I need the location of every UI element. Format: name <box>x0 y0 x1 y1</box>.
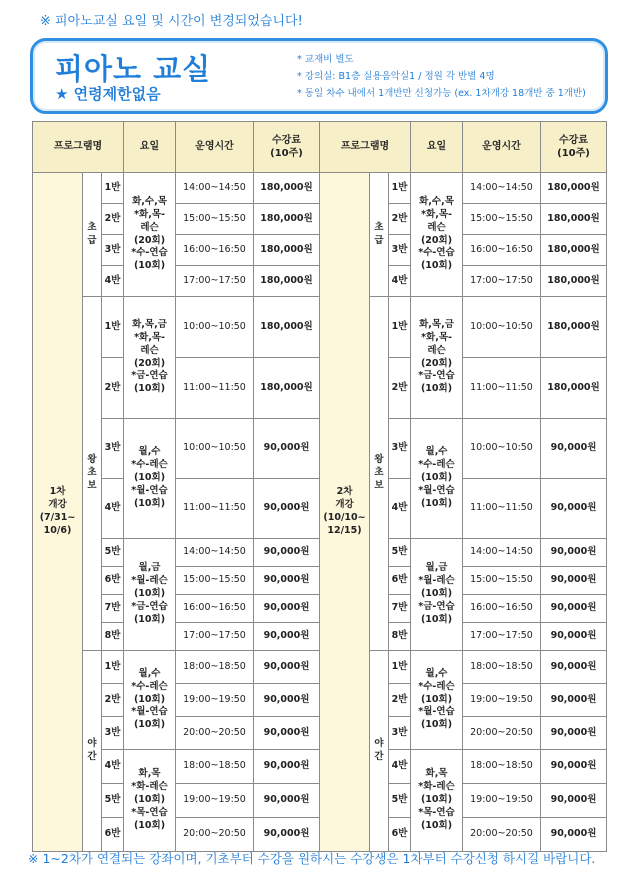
phase-label <box>33 173 83 852</box>
class-number: 2반 <box>102 358 124 419</box>
text-line: (20회) <box>420 234 453 246</box>
class-time: 18:00~18:50 <box>176 750 254 784</box>
level-label: 야 간 <box>370 651 389 852</box>
class-number: 1반 <box>102 651 124 684</box>
class-number: 5반 <box>102 784 124 818</box>
class-time: 19:00~19:50 <box>176 784 254 818</box>
class-number: 4반 <box>102 479 124 539</box>
info-item: * 교재비 별도 <box>297 54 354 65</box>
info-item: * 강의실: B1층 실용음악실1 / 정원 각 반별 4명 <box>297 71 495 82</box>
text-line: *금-연습 <box>131 600 168 612</box>
text-line: 12/15) <box>327 524 362 536</box>
phase-label <box>320 173 370 852</box>
page-title: 피아노 교실 <box>55 52 212 86</box>
class-fee: 180,000원 <box>541 173 607 204</box>
class-time: 11:00~11:50 <box>176 479 254 539</box>
class-fee: 90,000원 <box>254 818 320 852</box>
class-time: 15:00~15:50 <box>176 204 254 235</box>
header-fee: 수강료 (10주) <box>541 122 607 173</box>
bottom-notice: ※ 1~2차가 연결되는 강좌이며, 기초부터 수강을 원하시는 수강생은 1차부터 수강신청 하시길 바랍니다. <box>28 851 596 866</box>
text-line: (7/31~ <box>39 512 76 523</box>
class-number: 6반 <box>389 567 411 595</box>
text-line: *월-연습 <box>131 706 168 718</box>
text-line: 레슨 <box>140 344 159 356</box>
class-time: 18:00~18:50 <box>463 750 541 784</box>
class-number: 4반 <box>389 750 411 784</box>
class-number: 8반 <box>102 623 124 651</box>
text-line: (10회) <box>133 613 166 625</box>
class-time: 14:00~14:50 <box>463 173 541 204</box>
day-schedule <box>124 539 176 651</box>
class-time: 16:00~16:50 <box>176 235 254 266</box>
text-line: *화,목- <box>421 331 452 343</box>
class-time: 19:00~19:50 <box>463 684 541 717</box>
text-line: *수-레슨 <box>418 680 455 692</box>
text-line: *금-연습 <box>418 600 455 612</box>
day-schedule <box>124 651 176 750</box>
header-time: 운영시간 <box>463 122 541 173</box>
text-line: 월,금 <box>425 562 448 574</box>
class-time: 16:00~16:50 <box>463 595 541 623</box>
day-schedule <box>124 750 176 852</box>
text-line: (10회) <box>133 497 166 509</box>
day-schedule <box>124 297 176 419</box>
level-label: 초 급 <box>370 173 389 297</box>
text-line: 10/6) <box>43 524 72 536</box>
class-time: 17:00~17:50 <box>463 266 541 297</box>
class-number: 7반 <box>389 595 411 623</box>
class-time: 17:00~17:50 <box>176 266 254 297</box>
class-time: 16:00~16:50 <box>176 595 254 623</box>
text-line: (20회) <box>133 357 166 369</box>
text-line: (10회) <box>420 588 453 600</box>
class-number: 3반 <box>389 717 411 750</box>
text-line: *화-레슨 <box>418 781 455 793</box>
class-number: 5반 <box>102 539 124 567</box>
class-fee: 90,000원 <box>541 567 607 595</box>
text-line: (10회) <box>133 693 166 705</box>
day-schedule <box>411 651 463 750</box>
day-schedule <box>124 419 176 539</box>
class-fee: 180,000원 <box>254 204 320 235</box>
class-number: 1반 <box>389 173 411 204</box>
class-fee: 90,000원 <box>254 717 320 750</box>
class-number: 2반 <box>102 684 124 717</box>
class-fee: 180,000원 <box>254 266 320 297</box>
class-number: 3반 <box>102 717 124 750</box>
text-line: 화,수,목 <box>132 196 167 208</box>
class-time: 18:00~18:50 <box>176 651 254 684</box>
class-number: 1반 <box>389 297 411 358</box>
class-fee: 90,000원 <box>254 595 320 623</box>
class-number: 2반 <box>389 684 411 717</box>
text-line: *수-레슨 <box>131 680 168 692</box>
text-line: 월,수 <box>425 667 448 679</box>
text-line: (10회) <box>420 497 453 509</box>
text-line: (20회) <box>133 234 166 246</box>
phase-label-text <box>320 486 369 537</box>
level-label: 왕 초 보 <box>370 297 389 651</box>
class-number: 6반 <box>389 818 411 852</box>
class-time: 20:00~20:50 <box>176 818 254 852</box>
class-number: 5반 <box>389 539 411 567</box>
text-line: *월-연습 <box>418 706 455 718</box>
class-fee: 180,000원 <box>541 235 607 266</box>
text-line: 화,목,금 <box>132 319 167 331</box>
info-item: * 동일 차수 내에서 1개반만 신청가능 (ex. 1차개강 18개반 중 1개반) <box>297 88 586 99</box>
text-line: 화,목,금 <box>419 319 454 331</box>
class-fee: 90,000원 <box>541 818 607 852</box>
header-program: 프로그램명 <box>320 122 411 173</box>
class-time: 15:00~15:50 <box>463 204 541 235</box>
class-time: 20:00~20:50 <box>463 818 541 852</box>
class-fee: 180,000원 <box>541 266 607 297</box>
class-number: 3반 <box>389 235 411 266</box>
class-fee: 90,000원 <box>254 651 320 684</box>
class-fee: 180,000원 <box>541 204 607 235</box>
text-line: 월,수 <box>138 667 161 679</box>
class-fee: 90,000원 <box>541 750 607 784</box>
text-line: *화,목- <box>134 208 165 220</box>
text-line: (10회) <box>133 472 166 484</box>
class-fee: 180,000원 <box>254 173 320 204</box>
day-schedule <box>124 173 176 297</box>
class-fee: 90,000원 <box>541 479 607 539</box>
text-line: 레슨 <box>427 344 446 356</box>
text-line: (10회) <box>420 719 453 731</box>
class-time: 16:00~16:50 <box>463 235 541 266</box>
class-time: 11:00~11:50 <box>463 358 541 419</box>
class-time: 10:00~10:50 <box>463 419 541 479</box>
schedule-table <box>32 121 607 852</box>
class-time: 10:00~10:50 <box>176 297 254 358</box>
class-fee: 90,000원 <box>541 651 607 684</box>
text-line: (10회) <box>133 383 166 395</box>
class-number: 3반 <box>389 419 411 479</box>
text-line: 개강 <box>335 499 354 511</box>
class-number: 1반 <box>389 651 411 684</box>
text-line: *목-연습 <box>131 806 168 818</box>
day-schedule <box>411 539 463 651</box>
text-line: (10회) <box>420 383 453 395</box>
top-notice: ※ 피아노교실 요일 및 시간이 변경되었습니다! <box>40 14 303 29</box>
class-time: 15:00~15:50 <box>176 567 254 595</box>
text-line: *월-연습 <box>131 484 168 496</box>
class-fee: 180,000원 <box>254 297 320 358</box>
header-day: 요일 <box>124 122 176 173</box>
class-time: 19:00~19:50 <box>176 684 254 717</box>
header-day: 요일 <box>411 122 463 173</box>
text-line: 2차 <box>336 486 353 498</box>
text-line: 개강 <box>48 499 67 511</box>
text-line: (20회) <box>420 357 453 369</box>
class-time: 17:00~17:50 <box>463 623 541 651</box>
class-fee: 180,000원 <box>254 358 320 419</box>
class-fee: 90,000원 <box>541 539 607 567</box>
class-fee: 90,000원 <box>541 784 607 818</box>
class-fee: 90,000원 <box>541 419 607 479</box>
class-time: 14:00~14:50 <box>176 173 254 204</box>
class-number: 2반 <box>102 204 124 235</box>
text-line: *화-레슨 <box>131 781 168 793</box>
class-fee: 90,000원 <box>254 419 320 479</box>
class-number: 4반 <box>389 266 411 297</box>
text-line: *수-연습 <box>131 247 168 259</box>
text-line: 화,목 <box>425 768 448 780</box>
day-schedule <box>411 297 463 419</box>
class-number: 6반 <box>102 818 124 852</box>
class-time: 11:00~11:50 <box>176 358 254 419</box>
class-fee: 90,000원 <box>254 750 320 784</box>
class-fee: 90,000원 <box>254 784 320 818</box>
class-number: 5반 <box>389 784 411 818</box>
class-time: 15:00~15:50 <box>463 567 541 595</box>
day-schedule <box>411 750 463 852</box>
class-number: 1반 <box>102 173 124 204</box>
text-line: (10회) <box>420 819 453 831</box>
text-line: (10회) <box>420 260 453 272</box>
class-time: 20:00~20:50 <box>463 717 541 750</box>
title-box <box>30 38 608 114</box>
text-line: 월,수 <box>425 446 448 458</box>
class-number: 3반 <box>102 419 124 479</box>
text-line: *수-연습 <box>418 247 455 259</box>
class-number: 7반 <box>102 595 124 623</box>
day-schedule <box>411 419 463 539</box>
text-line: *수-레슨 <box>131 459 168 471</box>
header-fee: 수강료 (10주) <box>254 122 320 173</box>
class-time: 14:00~14:50 <box>176 539 254 567</box>
class-number: 2반 <box>389 204 411 235</box>
text-line: *수-레슨 <box>418 459 455 471</box>
level-label: 야 간 <box>83 651 102 852</box>
text-line: (10/10~ <box>323 512 366 523</box>
class-fee: 90,000원 <box>254 479 320 539</box>
class-fee: 90,000원 <box>254 539 320 567</box>
class-number: 6반 <box>102 567 124 595</box>
class-number: 8반 <box>389 623 411 651</box>
class-fee: 180,000원 <box>541 358 607 419</box>
phase-label-text <box>33 486 82 537</box>
text-line: (10회) <box>420 613 453 625</box>
text-line: *월-레슨 <box>131 575 168 587</box>
text-line: (10회) <box>133 819 166 831</box>
text-line: *금-연습 <box>131 370 168 382</box>
class-time: 20:00~20:50 <box>176 717 254 750</box>
text-line: *목-연습 <box>418 806 455 818</box>
age-subtitle: ★ 연령제한없음 <box>55 85 161 103</box>
text-line: *월-레슨 <box>418 575 455 587</box>
text-line: (10회) <box>420 794 453 806</box>
class-number: 4반 <box>102 266 124 297</box>
class-fee: 90,000원 <box>541 717 607 750</box>
class-fee: 90,000원 <box>254 684 320 717</box>
class-fee: 180,000원 <box>541 297 607 358</box>
class-fee: 90,000원 <box>541 623 607 651</box>
text-line: (10회) <box>133 794 166 806</box>
class-fee: 90,000원 <box>254 623 320 651</box>
header-program: 프로그램명 <box>33 122 124 173</box>
text-line: *화,목- <box>134 331 165 343</box>
text-line: *금-연습 <box>418 370 455 382</box>
class-time: 14:00~14:50 <box>463 539 541 567</box>
class-fee: 90,000원 <box>541 595 607 623</box>
class-fee: 90,000원 <box>541 684 607 717</box>
class-time: 18:00~18:50 <box>463 651 541 684</box>
text-line: (10회) <box>420 472 453 484</box>
day-schedule <box>411 173 463 297</box>
class-number: 1반 <box>102 297 124 358</box>
info-list <box>297 51 586 102</box>
text-line: 1차 <box>49 486 66 498</box>
class-fee: 180,000원 <box>254 235 320 266</box>
class-time: 10:00~10:50 <box>176 419 254 479</box>
text-line: (10회) <box>133 719 166 731</box>
class-time: 19:00~19:50 <box>463 784 541 818</box>
class-number: 4반 <box>389 479 411 539</box>
class-number: 3반 <box>102 235 124 266</box>
class-time: 10:00~10:50 <box>463 297 541 358</box>
header-time: 운영시간 <box>176 122 254 173</box>
level-label: 초 급 <box>83 173 102 297</box>
class-number: 2반 <box>389 358 411 419</box>
class-time: 17:00~17:50 <box>176 623 254 651</box>
text-line: 레슨 <box>427 221 446 233</box>
text-line: 화,수,목 <box>419 196 454 208</box>
class-time: 11:00~11:50 <box>463 479 541 539</box>
class-number: 4반 <box>102 750 124 784</box>
text-line: 월,수 <box>138 446 161 458</box>
text-line: *월-연습 <box>418 484 455 496</box>
text-line: (10회) <box>133 588 166 600</box>
class-fee: 90,000원 <box>254 567 320 595</box>
text-line: (10회) <box>133 260 166 272</box>
level-label: 왕 초 보 <box>83 297 102 651</box>
text-line: (10회) <box>420 693 453 705</box>
text-line: *화,목- <box>421 208 452 220</box>
text-line: 화,목 <box>138 768 161 780</box>
text-line: 월,금 <box>138 562 161 574</box>
text-line: 레슨 <box>140 221 159 233</box>
